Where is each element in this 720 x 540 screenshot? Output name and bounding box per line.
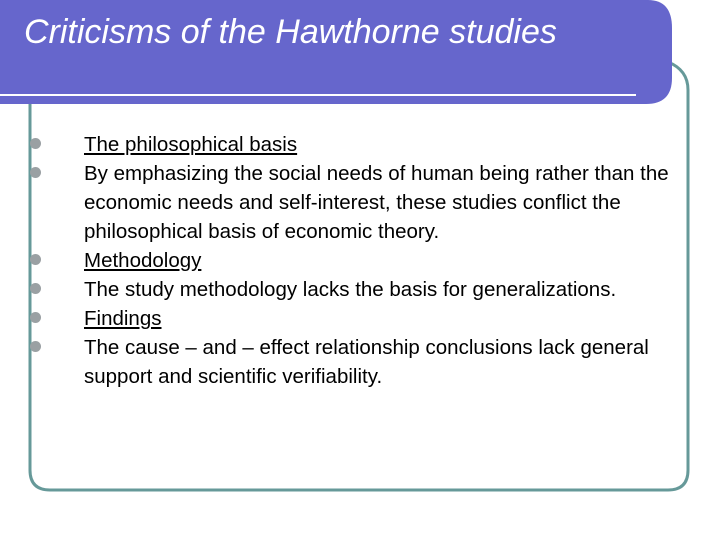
bullet-text: By emphasizing the social needs of human being rather than the economic needs and self-interest, these studies conflict the philosophical basis of economic theory. xyxy=(84,162,669,243)
bullet-item xyxy=(30,304,680,333)
bullet-dot-icon xyxy=(30,167,41,178)
slide-title: Criticisms of the Hawthorne studies xyxy=(24,13,557,51)
slide-content xyxy=(30,130,680,391)
bullet-item xyxy=(30,246,680,275)
bullet-heading-methodology: Methodology xyxy=(84,249,202,272)
bullet-dot-icon xyxy=(30,254,41,265)
bullet-dot-icon xyxy=(30,341,41,352)
bullet-dot-icon xyxy=(30,283,41,294)
bullet-list xyxy=(30,130,680,391)
bullet-heading-findings: Findings xyxy=(84,307,162,330)
bullet-item xyxy=(30,130,680,159)
bullet-dot-icon xyxy=(30,138,41,149)
bullet-text: The study methodology lacks the basis for generalizations. xyxy=(84,278,617,301)
bullet-text: The cause – and – effect relationship conclusions lack general support and scientific verifiability. xyxy=(84,336,649,388)
bullet-heading-philosophical-basis: The philosophical basis xyxy=(84,133,298,156)
bullet-dot-icon xyxy=(30,312,41,323)
bullet-item xyxy=(30,159,680,246)
bullet-item xyxy=(30,333,680,391)
bullet-item xyxy=(30,275,680,304)
